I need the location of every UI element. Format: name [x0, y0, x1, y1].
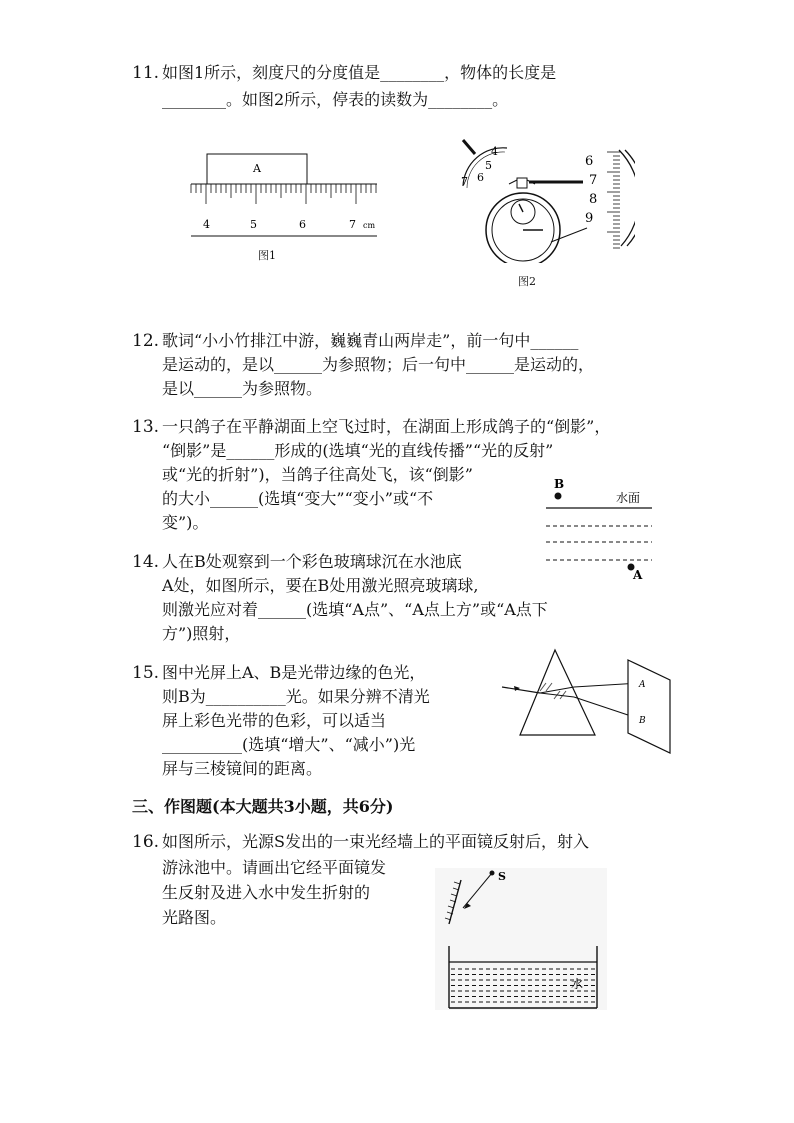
point-b-label: B — [554, 477, 565, 491]
screen-label-b: B — [639, 716, 646, 726]
water-label: 水 — [571, 977, 584, 991]
question-text: 游泳池中。请画出它经平面镜发 — [162, 858, 387, 877]
tick-label: 6 — [299, 218, 306, 231]
question-number: 15. — [132, 663, 160, 683]
water-drawing — [540, 476, 660, 580]
question-text: 则B为__________光。如果分辨不清光 — [162, 687, 430, 706]
question-text: 或“光的折射”)，当鸽子往高处飞，该“倒影” — [162, 465, 473, 484]
ruler-figure — [185, 148, 385, 268]
question-number: 14. — [132, 552, 160, 572]
stopwatch-drawing — [455, 138, 635, 263]
question-text: 图中光屏上A、B是光带边缘的色光， — [162, 663, 426, 682]
question-text: 歌词“小小竹排江中游，巍巍青山两岸走”，前一句中______ — [162, 331, 579, 350]
point-a-label: A — [633, 568, 643, 580]
prism-drawing — [500, 645, 680, 757]
question-text: 如图所示，光源S发出的一束光经墙上的平面镜反射后，射入 — [162, 832, 589, 851]
unit-label: cm — [363, 221, 376, 230]
question-text: 则激光应对着______(选填“A点”、“A点上方”或“A点下 — [162, 600, 548, 619]
scale-label: 7 — [461, 175, 468, 188]
question-text: 如图1所示，刻度尺的分度值是________，物体的长度是 — [162, 63, 557, 82]
question-number: 13. — [132, 417, 160, 437]
question-text: 人在B处观察到一个彩色玻璃球沉在水池底 — [162, 552, 462, 571]
figure-caption: 图2 — [518, 275, 536, 288]
question-text: “倒影”是______形成的(选填“光的直线传播”“光的反射” — [162, 441, 554, 460]
question-text: A处，如图所示，要在B处用激光照亮玻璃球, — [162, 576, 479, 595]
question-text: 屏与三棱镜间的距离。 — [162, 759, 323, 778]
water-figure — [540, 476, 660, 580]
figure-caption: 图1 — [258, 249, 276, 262]
scale-label: 8 — [589, 192, 598, 207]
scale-label: 5 — [485, 159, 492, 172]
stopwatch-figure — [455, 138, 635, 263]
scale-label: 4 — [491, 145, 498, 158]
question-text: 的大小______(选填“变大”“变小”或“不 — [162, 489, 434, 508]
scale-label: 6 — [477, 171, 484, 184]
section-title: 三、作图题(本大题共3小题，共6分) — [132, 797, 394, 816]
block-label: A — [253, 162, 261, 175]
question-text: 一只鸽子在平静湖面上空飞过时，在湖面上形成鸽子的“倒影”， — [162, 417, 611, 436]
surface-label: 水面 — [616, 491, 641, 505]
question-text: 是运动的，是以______为参照物；后一句中______是运动的， — [162, 355, 595, 374]
scale-label: 9 — [585, 211, 594, 226]
scale-label: 7 — [589, 173, 598, 188]
screen-label-a: A — [639, 680, 646, 690]
question-text: 屏上彩色光带的色彩，可以适当 — [162, 711, 387, 730]
tick-label: 4 — [203, 218, 210, 231]
question-text: 生反射及进入水中发生折射的 — [162, 883, 371, 902]
pool-drawing — [435, 868, 607, 1010]
question-text: 变”)。 — [162, 513, 209, 532]
question-text: 光路图。 — [162, 908, 227, 927]
prism-figure — [500, 645, 680, 757]
question-number: 11. — [132, 63, 160, 83]
scale-label: 6 — [585, 154, 594, 169]
question-number: 16. — [132, 832, 160, 852]
question-text: __________(选填“增大”、“减小”)光 — [162, 735, 416, 754]
ruler-drawing — [185, 148, 385, 268]
question-text: ________。如图2所示，停表的读数为________。 — [162, 90, 509, 109]
question-number: 12. — [132, 331, 160, 351]
question-text: 方”)照射， — [162, 624, 241, 643]
tick-label: 7 — [349, 218, 356, 231]
pool-figure — [435, 868, 607, 1010]
tick-label: 5 — [250, 218, 257, 231]
source-label: S — [498, 870, 506, 883]
question-text: 是以______为参照物。 — [162, 379, 323, 398]
